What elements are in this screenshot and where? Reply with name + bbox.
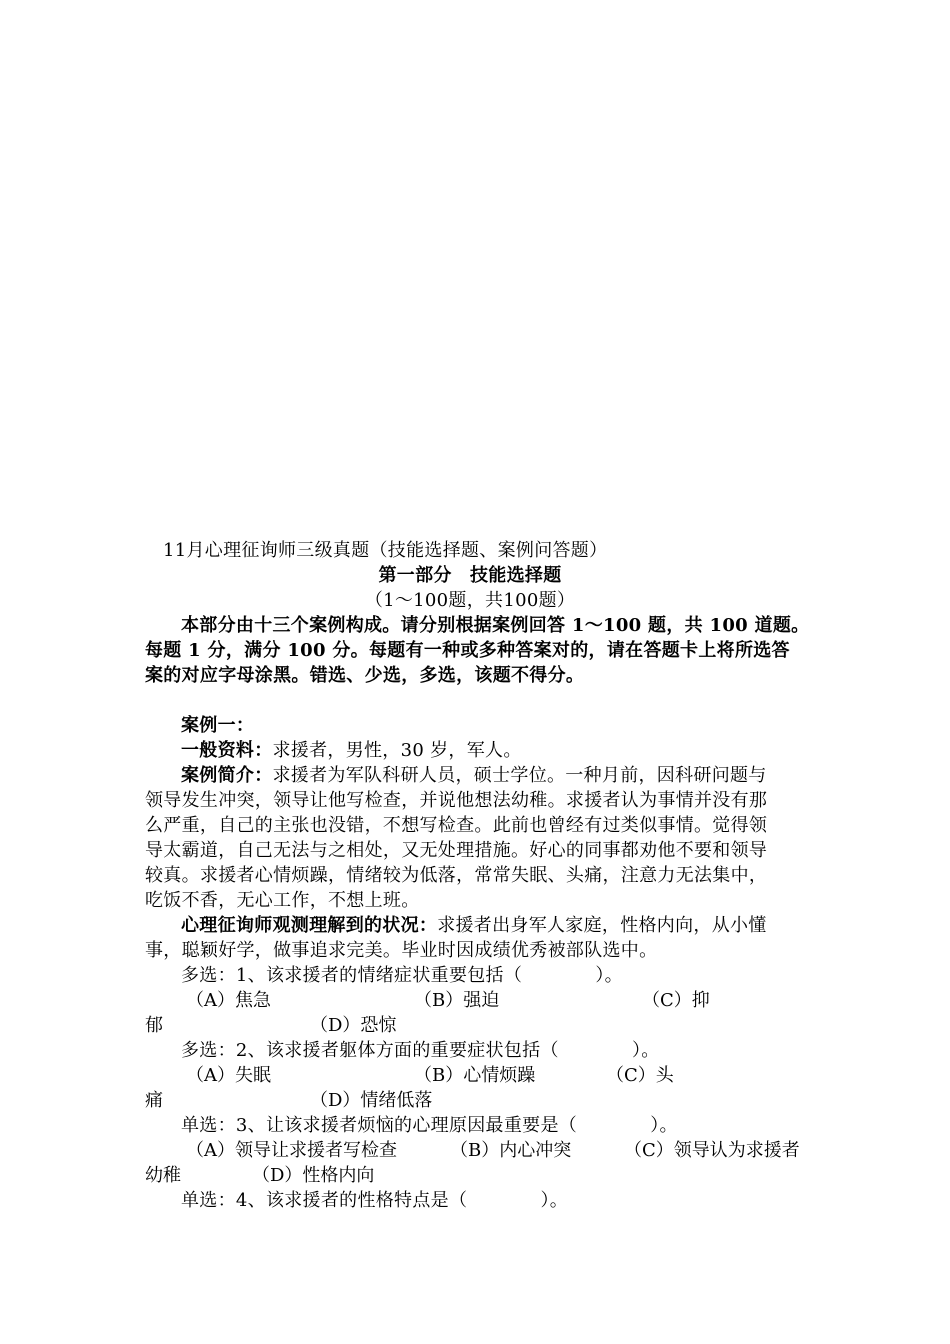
question-3-option-c-wrap: 幼稚	[145, 1165, 181, 1186]
instructions-line: 本部分由十三个案例构成。请分别根据案例回答 1～100 题，共 100 道题。	[181, 615, 810, 636]
case-heading: 案例一：	[181, 715, 255, 736]
case-intro-line: 较真。求援者心情烦躁，情绪较为低落，常常失眠、头痛，注意力无法集中，	[145, 865, 768, 886]
case-intro-line: 领导发生冲突，领导让他写检查，并说他想法幼稚。求援者认为事情并没有那	[145, 790, 768, 811]
question-2-option-c-wrap: 痛	[145, 1090, 163, 1111]
part-title: 第一部分 技能选择题	[378, 565, 562, 586]
question-1-option-a: （A）焦急	[186, 990, 271, 1011]
question-3-option-c: （C）领导认为求援者	[624, 1140, 800, 1161]
question-1-option-c: （C）抑	[642, 990, 710, 1011]
question-3-option-a: （A）领导让求援者写检查	[186, 1140, 397, 1161]
case-intro-line: 导太霸道，自己无法与之相处，又无处理措施。好心的同事都劝他不要和领导	[145, 840, 768, 861]
instructions-line: 每题 1 分，满分 100 分。每题有一种或多种答案对的，请在答题卡上将所选答	[145, 640, 790, 661]
intro-first-text: 求援者为军队科研人员，硕士学位。一种月前，因科研问题与	[272, 765, 767, 786]
question-2-stem: 多选：2、该求援者躯体方面的重要症状包括（ ）。	[181, 1040, 660, 1061]
general-label: 一般资料：	[181, 740, 273, 761]
question-1-option-b: （B）强迫	[414, 990, 500, 1011]
document-title: 11月心理征询师三级真题（技能选择题、案例问答题）	[163, 540, 608, 561]
part-range: （1～100题，共100题）	[364, 590, 576, 611]
observation-first	[181, 913, 861, 938]
case-intro-line: 么严重，自己的主张也没错，不想写检查。此前也曾经有过类似事情。觉得领	[145, 815, 768, 836]
question-1-option-d: （D）恐惊	[310, 1015, 397, 1036]
question-2-option-d: （D）情绪低落	[310, 1090, 433, 1111]
case-intro-first	[181, 763, 861, 788]
question-1-option-c-wrap: 郁	[145, 1015, 163, 1036]
observation-label: 心理征询师观测理解到的状况：	[181, 915, 438, 936]
observation-first-text: 求援者出身军人家庭，性格内向，从小懂	[437, 915, 767, 936]
question-2-option-b: （B）心情烦躁	[414, 1065, 536, 1086]
question-3-option-d: （D）性格内向	[252, 1165, 375, 1186]
instructions-line: 案的对应字母涂黑。错选、少选，多选，该题不得分。	[145, 665, 585, 686]
question-4-stem: 单选：4、该求援者的性格特点是（ ）。	[181, 1190, 569, 1211]
question-2-option-c: （C）头	[606, 1065, 674, 1086]
general-text: 求援者，男性，30 岁，军人。	[272, 740, 522, 761]
intro-label: 案例简介：	[181, 765, 273, 786]
question-1-stem: 多选：1、该求援者的情绪症状重要包括（ ）。	[181, 965, 623, 986]
observation-line: 事，聪颖好学，做事追求完美。毕业时因成绩优秀被部队选中。	[145, 940, 658, 961]
general-info	[181, 738, 861, 763]
question-3-option-b: （B）内心冲突	[450, 1140, 572, 1161]
case-intro-line: 吃饭不香，无心工作，不想上班。	[145, 890, 420, 911]
question-2-option-a: （A）失眠	[186, 1065, 271, 1086]
question-3-stem: 单选：3、让该求援者烦恼的心理原因最重要是（ ）。	[181, 1115, 678, 1136]
